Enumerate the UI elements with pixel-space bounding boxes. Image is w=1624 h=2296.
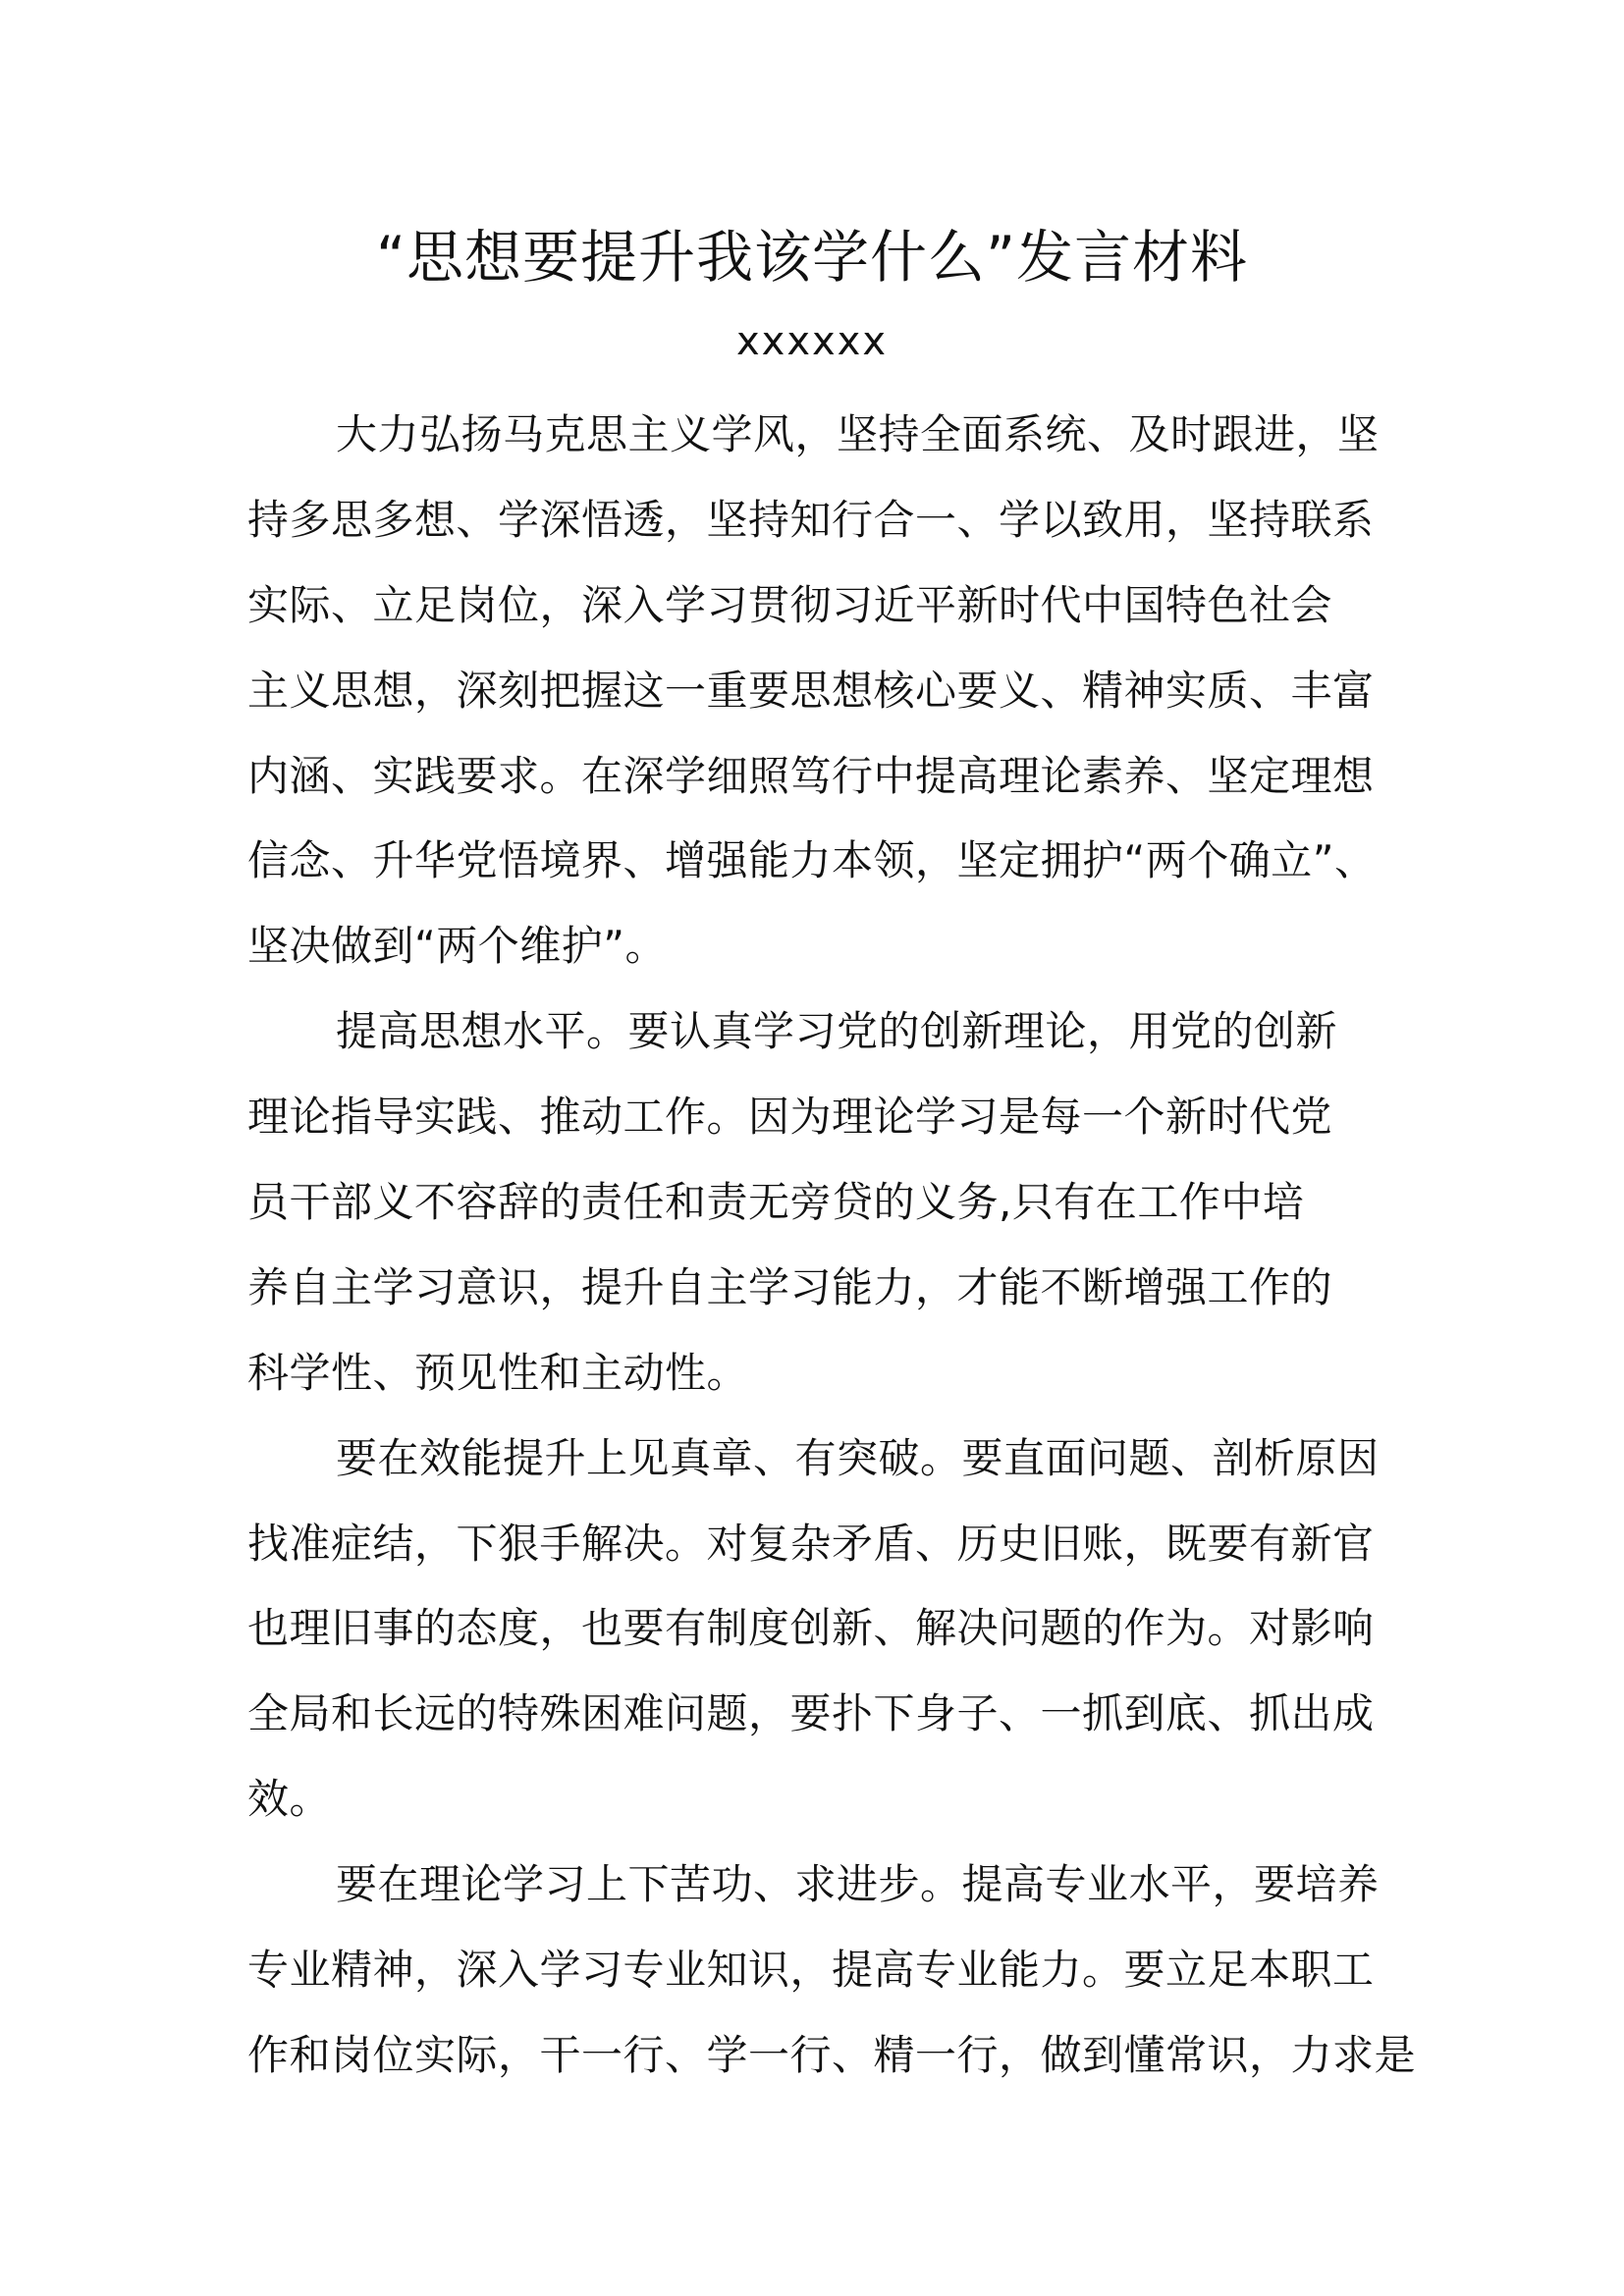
text-line: 效。	[247, 1775, 332, 1824]
text-line: 坚决做到“两个维护”。	[247, 922, 668, 971]
text-line: 理论指导实践、推动工作。因为理论学习是每一个新时代党	[247, 1093, 1333, 1142]
text-line: 主义思想，深刻把握这一重要思想核心要义、精神实质、丰富	[247, 666, 1375, 715]
text-line: 提高思想水平。要认真学习党的创新理论，用党的创新	[336, 1007, 1338, 1056]
text-line: 全局和长远的特殊困难问题，要扑下身子、一抓到底、抓出成	[247, 1689, 1375, 1738]
text-line: 内涵、实践要求。在深学细照笃行中提高理论素养、坚定理想	[247, 751, 1375, 800]
document-body	[247, 393, 1417, 2099]
text-line: 实际、立足岗位，深入学习贯彻习近平新时代中国特色社会	[247, 580, 1333, 629]
document-author: xxxxxx	[735, 319, 889, 364]
text-line: 找准症结，下狠手解决。对复杂矛盾、历史旧账，既要有新官	[247, 1519, 1375, 1568]
text-line: 持多思多想、学深悟透，坚持知行合一、学以致用，坚持联系	[247, 495, 1375, 544]
text-line: 专业精神，深入学习专业知识，提高专业能力。要立足本职工	[247, 1946, 1375, 1995]
text-line: 要在效能提升上见真章、有突破。要直面问题、剖析原因	[336, 1433, 1380, 1482]
text-line: 大力弘扬马克思主义学风，坚持全面系统、及时跟进，坚	[336, 410, 1380, 458]
text-line: 科学性、预见性和主动性。	[247, 1348, 749, 1397]
text-line: 要在理论学习上下苦功、求进步。提高专业水平，要培养	[336, 1860, 1380, 1909]
paragraph-1	[247, 393, 1386, 989]
text-line: 员干部义不容辞的责任和责无旁贷的义务,只有在工作中培	[247, 1178, 1305, 1227]
document-title: “思想要提升我该学什么”发言材料	[375, 224, 1249, 291]
paragraph-4	[247, 1842, 1417, 2099]
text-line: 信念、升华党悟境界、增强能力本领，坚定拥护“两个确立”、	[247, 836, 1377, 885]
text-line: 养自主学习意识，提升自主学习能力，才能不断增强工作的	[247, 1262, 1333, 1311]
paragraph-3	[247, 1416, 1386, 1842]
text-line: 也理旧事的态度，也要有制度创新、解决问题的作为。对影响	[247, 1604, 1375, 1653]
paragraph-2	[247, 989, 1386, 1415]
text-line: 作和岗位实际，干一行、学一行、精一行，做到懂常识，力求是	[247, 2030, 1417, 2079]
